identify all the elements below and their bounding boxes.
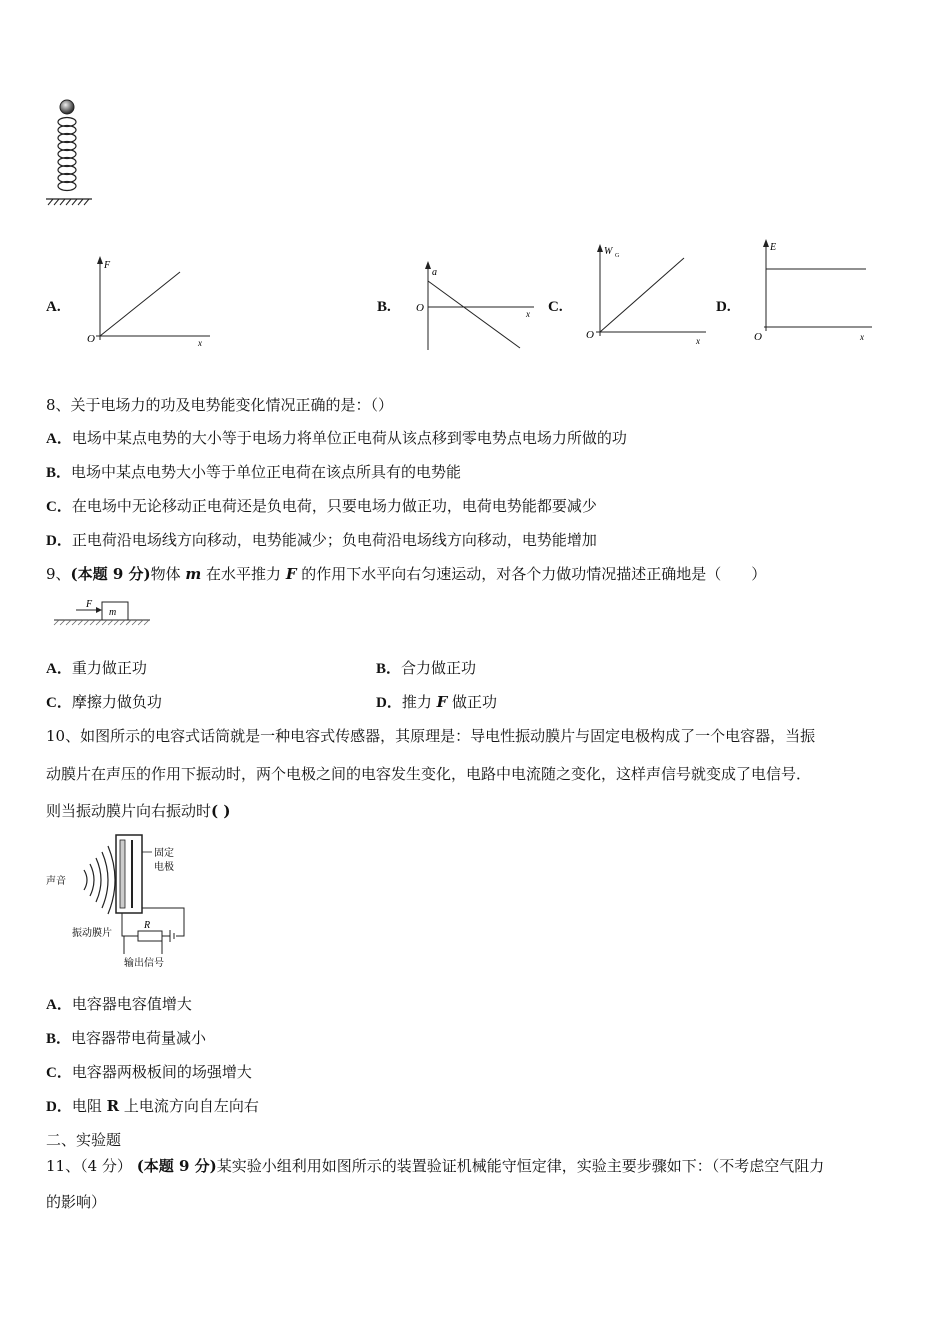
block-push-figure bbox=[50, 596, 155, 632]
q11-line-2: 的影响） bbox=[46, 1193, 107, 1211]
option-letter: C． bbox=[46, 499, 72, 515]
microphone-figure bbox=[44, 832, 194, 970]
q10-line-1: 10、如图所示的电容式话筒就是一种电容式传感器，其原理是：导电性振动膜片与固定电极构成了一个电容器，当振 bbox=[46, 727, 816, 745]
fixed-electrode-label-1: 固定 bbox=[154, 848, 174, 859]
q9-stem-part: 在水平推力 bbox=[201, 565, 286, 583]
origin-label: O bbox=[754, 331, 762, 343]
q8-option-b bbox=[46, 462, 461, 483]
q8-stem: 8、关于电场力的功及电势能变化情况正确的是：（） bbox=[46, 396, 394, 414]
q11-text: 某实验小组利用如图所示的装置验证机械能守恒定律，实验主要步骤如下：（不考虑空气阻力 bbox=[216, 1157, 825, 1175]
section-title: 二、实验题 bbox=[46, 1131, 122, 1149]
q11-score: (本题 9 分) bbox=[136, 1157, 217, 1175]
option-letter: D． bbox=[46, 533, 72, 549]
q10-line-2: 动膜片在声压的作用下振动时，两个电极之间的电容发生变化，电路中电流随之变化，这样声信号就变成了电信号． bbox=[46, 765, 812, 783]
q9-stem bbox=[46, 564, 766, 584]
origin-label: O bbox=[416, 302, 424, 314]
y-label: a bbox=[432, 267, 437, 278]
block-mass-label: m bbox=[109, 607, 117, 618]
option-letter: B． bbox=[376, 661, 402, 677]
q11-line-1 bbox=[46, 1156, 824, 1176]
graph-a bbox=[82, 250, 222, 350]
q10-option-b bbox=[46, 1028, 206, 1049]
var-f: F bbox=[285, 565, 297, 583]
y-arrow bbox=[97, 256, 103, 264]
graph-d-letter: D. bbox=[716, 299, 731, 315]
resistor bbox=[138, 931, 162, 941]
x-label: x bbox=[860, 332, 864, 342]
y-arrow bbox=[763, 239, 769, 247]
option-text-tail: 做正功 bbox=[447, 693, 498, 711]
option-text: 正电荷沿电场线方向移动，电势能减少；负电荷沿电场线方向移动，电势能增加 bbox=[71, 531, 597, 549]
q10-option-c bbox=[46, 1062, 252, 1083]
option-letter: D． bbox=[376, 695, 402, 711]
graph-d bbox=[748, 235, 878, 350]
graph-c-letter: C. bbox=[548, 299, 563, 315]
force-label: F bbox=[86, 599, 93, 610]
option-text: 合力做正功 bbox=[401, 659, 477, 677]
option-letter: A． bbox=[46, 431, 72, 447]
spring-ball-figure bbox=[40, 95, 100, 210]
option-letter: C． bbox=[46, 695, 72, 711]
var-m: m bbox=[185, 565, 202, 583]
graph-line bbox=[428, 281, 520, 348]
graph-b-letter: B. bbox=[377, 299, 391, 315]
output-label: 输出信号 bbox=[124, 958, 164, 969]
answer-blank: ( ) bbox=[211, 802, 231, 820]
y-subscript: G bbox=[615, 253, 620, 259]
option-text: 电容器带电荷量减小 bbox=[71, 1029, 207, 1047]
option-text: 电容器两极板间的场强增大 bbox=[71, 1063, 252, 1081]
q9-score: (本题 9 分) bbox=[70, 565, 151, 583]
option-letter: B． bbox=[46, 1031, 72, 1047]
var-r: R bbox=[106, 1097, 120, 1115]
q9-option-a bbox=[46, 658, 147, 679]
ball bbox=[60, 100, 74, 114]
q9-number: 9、 bbox=[46, 565, 71, 583]
graph-line bbox=[600, 258, 684, 332]
y-arrow bbox=[597, 244, 603, 252]
option-text: 在电场中无论移动正电荷还是负电荷，只要电场力做正功，电荷电势能都要减少 bbox=[71, 497, 597, 515]
sound-waves bbox=[84, 846, 115, 914]
x-label: x bbox=[696, 336, 700, 346]
option-text: 重力做正功 bbox=[71, 659, 147, 677]
option-text: 电场中某点电势的大小等于电场力将单位正电荷从该点移到零电势点电场力所做的功 bbox=[71, 429, 627, 447]
q11-number: 11、（4 分） bbox=[46, 1157, 132, 1175]
y-label: E bbox=[770, 242, 777, 253]
q10-option-a bbox=[46, 994, 192, 1015]
option-text-tail: 上电流方向自左向右 bbox=[119, 1097, 259, 1115]
spring bbox=[58, 118, 76, 191]
q9-option-b bbox=[376, 658, 476, 679]
q8-option-d bbox=[46, 530, 597, 551]
q9-stem-part: 物体 bbox=[150, 565, 186, 583]
q8-option-a bbox=[46, 428, 627, 449]
option-letter: C． bbox=[46, 1065, 72, 1081]
q10-option-d bbox=[46, 1096, 259, 1117]
y-arrow bbox=[425, 261, 431, 269]
var-f: F bbox=[436, 693, 448, 711]
membrane bbox=[120, 840, 125, 908]
q9-stem-part: 的作用下水平向右匀速运动，对各个力做功情况描述正确地是（ ） bbox=[296, 565, 767, 583]
origin-label: O bbox=[87, 333, 95, 345]
fixed-electrode-label-2: 电极 bbox=[154, 862, 174, 873]
option-text: 电场中某点电势大小等于单位正电荷在该点所具有的电势能 bbox=[71, 463, 462, 481]
x-label: x bbox=[198, 338, 202, 348]
option-letter: D． bbox=[46, 1099, 72, 1115]
q9-option-c bbox=[46, 692, 162, 713]
graph-a-letter: A. bbox=[46, 299, 61, 315]
q9-option-d bbox=[376, 692, 497, 713]
sound-label: 声音 bbox=[46, 876, 66, 887]
origin-label: O bbox=[586, 329, 594, 341]
option-letter: A． bbox=[46, 661, 72, 677]
graph-c bbox=[582, 240, 712, 355]
option-text: 电阻 bbox=[71, 1097, 107, 1115]
y-label: F bbox=[104, 260, 111, 271]
graph-b bbox=[410, 255, 540, 355]
ground-hatch bbox=[48, 199, 89, 205]
option-letter: A． bbox=[46, 997, 72, 1013]
q10-line-3-text: 则当振动膜片向右振动时 bbox=[46, 802, 212, 820]
y-label: W bbox=[604, 246, 613, 257]
q8-option-c bbox=[46, 496, 597, 517]
resistor-label: R bbox=[144, 920, 151, 931]
q10-line-3 bbox=[46, 801, 230, 821]
option-letter: B． bbox=[46, 465, 72, 481]
option-text: 推力 bbox=[401, 693, 437, 711]
graph-line bbox=[100, 272, 180, 336]
x-label: x bbox=[526, 309, 530, 319]
option-text: 摩擦力做负功 bbox=[71, 693, 162, 711]
option-text: 电容器电容值增大 bbox=[71, 995, 192, 1013]
membrane-label: 振动膜片 bbox=[72, 928, 112, 939]
